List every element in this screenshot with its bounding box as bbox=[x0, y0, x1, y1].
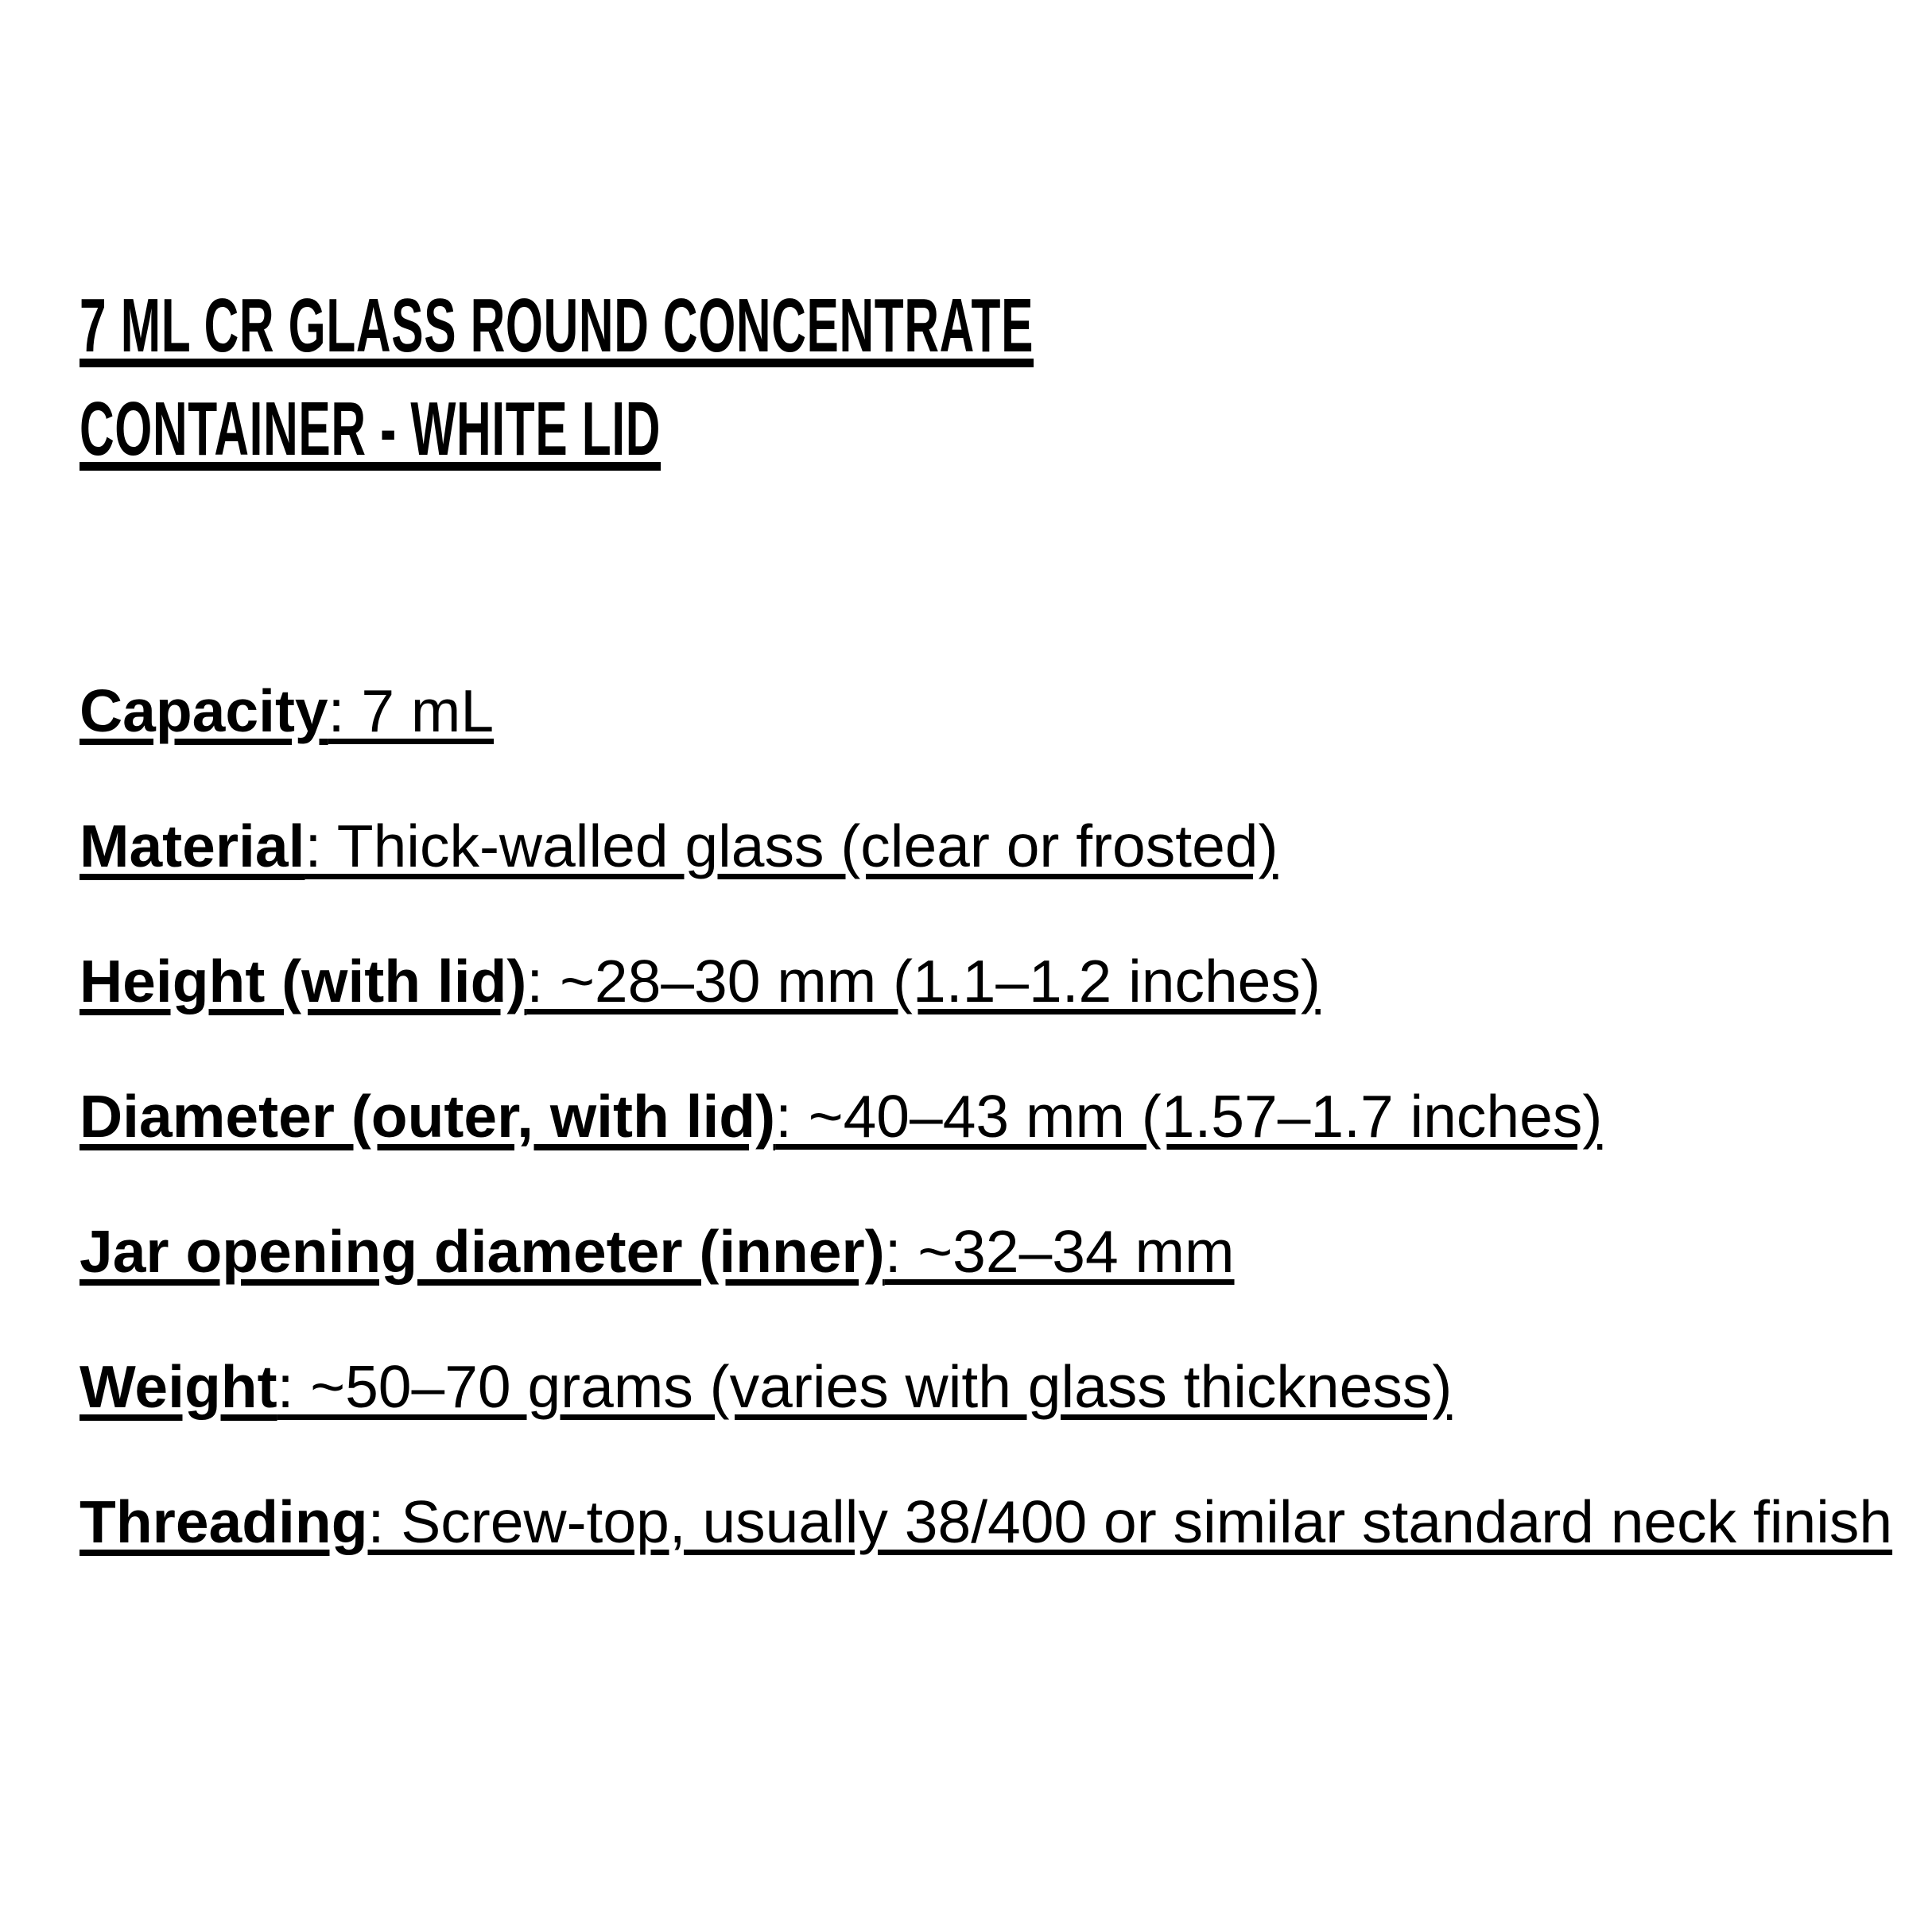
page-title: 7 ML CR GLASS ROUND CONCENTRATE CONTAINER - WHITE LID bbox=[80, 283, 1034, 471]
spec-line-capacity bbox=[80, 675, 1932, 747]
spec-value: : ~32–34 mm bbox=[884, 1218, 1235, 1285]
spec-value: : Screw-top, usually 38/400 or similar standard neck finish bbox=[367, 1488, 1893, 1555]
spec-value: : ~50–70 grams (varies with glass thickness) bbox=[277, 1353, 1453, 1420]
spec-value: : Thick-walled glass (clear or frosted) bbox=[305, 813, 1278, 879]
spec-value: : 7 mL bbox=[328, 677, 495, 744]
spec-line-threading bbox=[80, 1486, 1932, 1558]
spec-label: Diameter (outer, with lid) bbox=[80, 1083, 776, 1150]
spec-value: : ~28–30 mm (1.1–1.2 inches) bbox=[526, 948, 1321, 1014]
spec-line-material bbox=[80, 810, 1932, 882]
spec-line-weight bbox=[80, 1351, 1932, 1422]
spec-line-diameter bbox=[80, 1080, 1932, 1152]
spec-list bbox=[80, 675, 1932, 1558]
spec-label: Material bbox=[80, 813, 305, 879]
spec-label: Threading bbox=[80, 1488, 368, 1555]
spec-label: Height (with lid) bbox=[80, 948, 527, 1014]
spec-label: Weight bbox=[80, 1353, 277, 1420]
spec-line-jar-opening bbox=[80, 1216, 1932, 1287]
spec-label: Jar opening diameter (inner) bbox=[80, 1218, 885, 1285]
spec-value: : ~40–43 mm (1.57–1.7 inches) bbox=[775, 1083, 1603, 1150]
spec-label: Capacity bbox=[80, 677, 328, 744]
spec-line-height bbox=[80, 945, 1932, 1017]
